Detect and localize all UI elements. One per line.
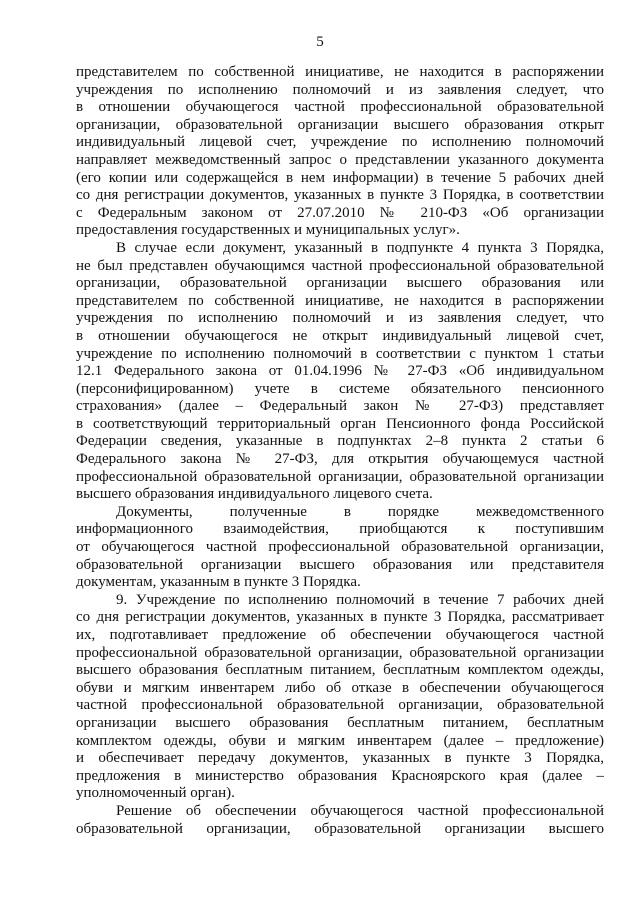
text-line: в отношении обучающегося частной профессиональной образовательной [76, 99, 604, 116]
text-line: представителем по собственной инициативе, не находится в распоряжении [76, 292, 604, 309]
text-line: организации высшего образования бесплатным питанием, бесплатным [76, 714, 604, 731]
text-line: Федерации сведения, указанные в подпунктах 2–8 пункта 2 статьи 6 [76, 433, 604, 450]
text-line: предоставления государственных и муниципальных услуг». [76, 222, 460, 239]
text-line: В случае если документ, указанный в подпункте 4 пункта 3 Порядка, [116, 239, 604, 256]
text-line: не был представлен обучающимся частной профессиональной образовательной [76, 257, 604, 274]
text-line: и обеспечивает передачу документов, указанных в пункте 3 Порядка, [76, 750, 604, 767]
text-line: высшего образования индивидуального лицевого счета. [76, 486, 433, 503]
text-line: учреждения по исполнению полномочий и из заявления следует, что [76, 81, 604, 98]
document-body [76, 64, 604, 838]
page-number: 5 [316, 34, 324, 50]
text-line: их, подготавливает предложение об обеспечении обучающегося частной [76, 627, 604, 643]
text-line: учреждения по исполнению полномочий и из заявления следует, что [76, 310, 604, 327]
paragraph [76, 64, 604, 240]
text-line: направляет межведомственный запрос о представлении указанного документа [76, 151, 604, 168]
text-line: образовательной организации, образовательной организации высшего [76, 820, 604, 837]
text-line: учреждение по исполнению полномочий в соответствии с пунктом 1 статьи [76, 345, 604, 362]
paragraph [76, 240, 604, 504]
text-line: страхования» (далее – Федеральный закон № 27-ФЗ) представляет [76, 398, 604, 415]
text-line: образовательной организации высшего образования или представителя [76, 556, 604, 573]
paragraph [76, 504, 604, 592]
text-line: Решение об обеспечении обучающегося частной профессиональной [116, 802, 604, 819]
paragraph [76, 592, 604, 803]
text-line: документам, указанным в пункте 3 Порядка. [76, 574, 361, 591]
paragraph [76, 803, 604, 838]
text-line: в соответствующий территориальный орган Пенсионного фонда Российской [76, 415, 604, 432]
text-line: организации, образовательной организации высшего образования или [76, 275, 604, 292]
text-line: Документы, полученные в порядке межведомственного [116, 503, 604, 520]
text-line: профессиональной образовательной организации, образовательной организации [76, 468, 604, 485]
text-line: Федерального закона № 27-ФЗ, для открытия обучающемуся частной [76, 451, 604, 468]
text-line: со дня регистрации документов, указанных в пункте 3 Порядка, рассматривает [76, 609, 604, 626]
text-line: представителем по собственной инициативе, не находится в распоряжении [76, 64, 604, 80]
text-line: 12.1 Федерального закона от 01.04.1996 № 27-ФЗ «Об индивидуальном [76, 363, 604, 380]
text-line: комплектом одежды, обуви и мягким инвентарем (далее – предложение) [76, 732, 604, 749]
text-line: в отношении обучающегося не открыт индивидуальный лицевой счет, [76, 327, 604, 344]
text-line: со дня регистрации документов, указанных в пункте 3 Порядка, в соответствии [76, 187, 604, 204]
text-line: от обучающегося частной профессиональной образовательной организации, [76, 539, 604, 556]
text-line: (его копии или содержащейся в нем информации) в течение 5 рабочих дней [76, 169, 604, 186]
text-line: с Федеральным законом от 27.07.2010 № 210-ФЗ «Об организации [76, 204, 604, 221]
text-line: предложения в министерство образования Красноярского края (далее – [76, 767, 604, 784]
text-line: обуви и мягким инвентарем либо об отказе в обеспечении обучающегося [76, 679, 604, 696]
text-line: 9. Учреждение по исполнению полномочий в течение 7 рабочих дней [116, 591, 604, 608]
text-line: информационного взаимодействия, приобщаются к поступившим [76, 521, 604, 538]
text-line: организации, образовательной организации высшего образования открыт [76, 116, 604, 133]
text-line: частной профессиональной образовательной организации, образовательной [76, 697, 604, 714]
text-line: (персонифицированном) учете в системе обязательного пенсионного [76, 380, 604, 397]
text-line: уполномоченный орган). [76, 785, 235, 802]
text-line: высшего образования бесплатным питанием, бесплатным комплектом одежды, [76, 662, 604, 679]
text-line: профессиональной образовательной организации, образовательной организации [76, 644, 604, 661]
text-line: индивидуальный лицевой счет, учреждение по исполнению полномочий [76, 134, 604, 151]
